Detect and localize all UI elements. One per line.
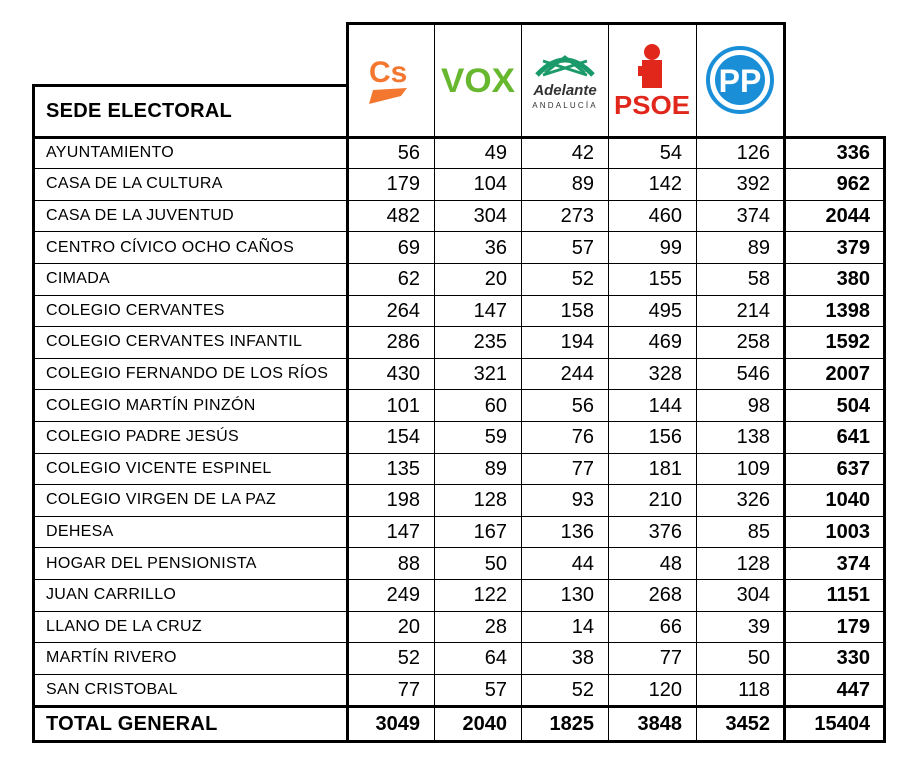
total-general-votes: 3452	[725, 713, 770, 736]
table-cell-votes: 135	[386, 457, 420, 480]
table-cell-votes: 122	[473, 584, 507, 607]
table-cell-votes: 167	[473, 520, 507, 543]
table-cell-votes: 104	[473, 173, 507, 196]
table-cell-votes: 374	[736, 204, 770, 227]
table-row-name: JUAN CARRILLO	[46, 586, 177, 604]
cs-logo	[347, 22, 434, 137]
table-cell-votes: 130	[560, 584, 594, 607]
table-cell-votes: 214	[736, 299, 770, 322]
grid-line-horizontal	[32, 358, 884, 359]
table-cell-votes: 28	[484, 615, 507, 638]
table-cell-votes: 52	[571, 268, 594, 291]
table-cell-votes: 58	[747, 268, 770, 291]
table-cell-votes: 144	[648, 394, 682, 417]
table-cell-votes: 66	[659, 615, 682, 638]
table-cell-total: 641	[836, 426, 870, 449]
table-row-name: CENTRO CÍVICO OCHO CAÑOS	[46, 238, 295, 256]
table-cell-votes: 147	[473, 299, 507, 322]
table-cell-votes: 59	[484, 426, 507, 449]
grid-line-vertical	[696, 22, 697, 743]
table-cell-votes: 235	[473, 331, 507, 354]
table-cell-total: 1398	[825, 299, 870, 322]
table-cell-votes: 14	[571, 615, 594, 638]
table-cell-votes: 57	[571, 236, 594, 259]
table-cell-votes: 89	[747, 236, 770, 259]
table-cell-total: 179	[836, 615, 870, 638]
table-cell-votes: 98	[747, 394, 770, 417]
pp-logo	[696, 22, 784, 137]
grid-line-vertical	[783, 22, 786, 743]
total-general-label: TOTAL GENERAL	[46, 713, 218, 736]
grid-line-vertical	[883, 136, 886, 743]
table-row-name: COLEGIO PADRE JESÚS	[46, 428, 240, 446]
table-cell-votes: 85	[747, 520, 770, 543]
grid-line-horizontal	[32, 642, 884, 643]
table-cell-votes: 36	[484, 236, 507, 259]
table-cell-votes: 179	[386, 173, 420, 196]
cs-logo-text: Cs	[368, 55, 407, 89]
table-row-name: COLEGIO VICENTE ESPINEL	[46, 459, 272, 477]
table-cell-votes: 392	[736, 173, 770, 196]
adelante-logo-text: Adelante	[532, 81, 597, 99]
table-cell-votes: 249	[386, 584, 420, 607]
table-row-name: DEHESA	[46, 522, 114, 540]
grid-line-horizontal	[32, 611, 884, 612]
cs-logo-icon	[367, 52, 415, 108]
table-cell-votes: 147	[386, 520, 420, 543]
grid-line-horizontal	[32, 674, 884, 675]
table-row-name: AYUNTAMIENTO	[46, 143, 175, 161]
grid-line-horizontal	[32, 389, 884, 390]
table-cell-total: 637	[836, 457, 870, 480]
grid-line-horizontal	[32, 136, 884, 139]
table-cell-votes: 118	[738, 678, 770, 701]
grid-line-vertical	[346, 22, 349, 743]
table-cell-votes: 460	[648, 204, 682, 227]
grid-line-vertical	[521, 22, 522, 743]
table-cell-votes: 50	[484, 552, 507, 575]
table-cell-votes: 77	[397, 678, 420, 701]
psoe-logo	[608, 22, 696, 137]
table-cell-total: 374	[836, 552, 870, 575]
table-cell-total: 330	[836, 647, 870, 670]
table-cell-votes: 268	[648, 584, 682, 607]
grid-line-horizontal	[32, 453, 884, 454]
grid-line-horizontal	[32, 705, 884, 708]
vox-logo	[434, 22, 521, 137]
table-cell-votes: 60	[484, 394, 507, 417]
psoe-logo-icon	[612, 40, 692, 120]
table-cell-votes: 50	[747, 647, 770, 670]
table-cell-votes: 258	[736, 331, 770, 354]
table-row-name: COLEGIO MARTÍN PINZÓN	[46, 396, 256, 414]
grid-line-horizontal	[32, 740, 884, 743]
grid-line-horizontal	[32, 484, 884, 485]
table-cell-votes: 77	[571, 457, 594, 480]
table-cell-votes: 136	[560, 520, 594, 543]
table-cell-votes: 154	[386, 426, 420, 449]
grid-line-horizontal	[32, 263, 884, 264]
table-cell-total: 1003	[825, 520, 870, 543]
table-cell-votes: 76	[571, 426, 594, 449]
table-row-name: CASA DE LA JUVENTUD	[46, 206, 234, 224]
total-general-votes: 1825	[549, 713, 594, 736]
table-cell-votes: 88	[397, 552, 420, 575]
adelante-logo-subtext: ANDALUCÍA	[531, 100, 598, 110]
table-row-name: CASA DE LA CULTURA	[46, 175, 223, 193]
table-cell-votes: 101	[386, 394, 420, 417]
table-cell-votes: 44	[571, 552, 594, 575]
vox-logo-text: VOX	[440, 61, 515, 100]
table-row-name: SAN CRISTOBAL	[46, 680, 178, 698]
grid-line-horizontal	[32, 547, 884, 548]
table-cell-votes: 109	[736, 457, 770, 480]
table-cell-votes: 156	[648, 426, 682, 449]
table-cell-total: 447	[836, 678, 870, 701]
table-row-name: CIMADA	[46, 270, 111, 288]
table-cell-votes: 89	[484, 457, 507, 480]
table-cell-votes: 56	[397, 141, 420, 164]
table-cell-votes: 48	[659, 552, 682, 575]
table-cell-total: 504	[836, 394, 870, 417]
table-cell-votes: 430	[386, 362, 420, 385]
table-cell-votes: 286	[386, 331, 420, 354]
table-cell-votes: 77	[659, 647, 682, 670]
total-general-sum: 15404	[814, 713, 870, 736]
grid-line-horizontal	[32, 84, 347, 87]
table-cell-votes: 158	[560, 299, 594, 322]
table-cell-votes: 49	[484, 141, 507, 164]
pp-logo-icon	[704, 44, 776, 116]
table-cell-total: 1040	[825, 489, 870, 512]
table-row-name: COLEGIO CERVANTES INFANTIL	[46, 333, 303, 351]
grid-line-horizontal	[347, 22, 784, 25]
table-cell-votes: 38	[571, 647, 594, 670]
table-cell-votes: 69	[397, 236, 420, 259]
table-cell-votes: 546	[736, 362, 770, 385]
table-cell-total: 2044	[825, 204, 870, 227]
table-cell-votes: 304	[473, 204, 507, 227]
table-cell-votes: 321	[473, 362, 507, 385]
table-row-name: MARTÍN RIVERO	[46, 649, 177, 667]
sede-electoral-header: SEDE ELECTORAL	[46, 99, 233, 122]
table-cell-total: 1592	[825, 331, 870, 354]
grid-line-horizontal	[32, 231, 884, 232]
grid-line-horizontal	[32, 200, 884, 201]
table-cell-votes: 138	[736, 426, 770, 449]
table-cell-votes: 210	[648, 489, 682, 512]
table-cell-total: 1151	[826, 584, 870, 607]
table-cell-votes: 194	[560, 331, 594, 354]
table-cell-total: 380	[836, 268, 870, 291]
grid-line-horizontal	[32, 579, 884, 580]
table-cell-votes: 20	[484, 268, 507, 291]
total-general-votes: 2040	[462, 713, 507, 736]
adelante-logo	[521, 22, 608, 137]
total-general-votes: 3049	[375, 713, 420, 736]
table-row-name: COLEGIO FERNANDO DE LOS RÍOS	[46, 364, 329, 382]
table-cell-votes: 264	[386, 299, 420, 322]
grid-line-horizontal	[32, 168, 884, 169]
grid-line-horizontal	[32, 295, 884, 296]
table-cell-votes: 273	[560, 204, 594, 227]
table-cell-total: 962	[836, 173, 870, 196]
table-row-name: HOGAR DEL PENSIONISTA	[46, 554, 257, 572]
adelante-logo-icon	[525, 45, 605, 115]
table-cell-votes: 198	[386, 489, 420, 512]
table-cell-votes: 120	[648, 678, 682, 701]
table-cell-votes: 20	[397, 615, 420, 638]
table-cell-votes: 304	[736, 584, 770, 607]
table-cell-votes: 99	[659, 236, 682, 259]
table-cell-votes: 64	[484, 647, 507, 670]
table-cell-votes: 56	[571, 394, 594, 417]
table-cell-votes: 57	[484, 678, 507, 701]
table-cell-votes: 93	[571, 489, 594, 512]
grid-line-horizontal	[32, 326, 884, 327]
table-cell-votes: 155	[648, 268, 682, 291]
table-cell-votes: 62	[397, 268, 420, 291]
table-cell-total: 336	[836, 141, 870, 164]
table-cell-votes: 469	[648, 331, 682, 354]
table-cell-votes: 128	[736, 552, 770, 575]
table-cell-votes: 495	[648, 299, 682, 322]
table-cell-votes: 482	[386, 204, 420, 227]
table-cell-votes: 52	[571, 678, 594, 701]
table-cell-total: 379	[836, 236, 870, 259]
table-cell-votes: 126	[736, 141, 770, 164]
pp-logo-text: PP	[718, 62, 762, 99]
table-cell-votes: 181	[648, 457, 682, 480]
grid-line-horizontal	[32, 516, 884, 517]
table-row-name: COLEGIO VIRGEN DE LA PAZ	[46, 491, 277, 509]
table-cell-votes: 42	[571, 141, 594, 164]
table-cell-votes: 54	[659, 141, 682, 164]
table-cell-votes: 128	[473, 489, 507, 512]
table-cell-votes: 328	[648, 362, 682, 385]
grid-line-horizontal	[32, 421, 884, 422]
table-row-name: LLANO DE LA CRUZ	[46, 617, 202, 635]
vox-logo-icon	[438, 60, 518, 100]
table-row-name: COLEGIO CERVANTES	[46, 301, 225, 319]
total-general-votes: 3848	[637, 713, 682, 736]
table-cell-votes: 89	[571, 173, 594, 196]
table-cell-votes: 376	[648, 520, 682, 543]
psoe-logo-text: PSOE	[614, 89, 690, 120]
table-cell-votes: 52	[397, 647, 420, 670]
grid-line-vertical	[32, 84, 35, 743]
table-cell-votes: 326	[736, 489, 770, 512]
grid-line-vertical	[608, 22, 609, 743]
table-cell-votes: 244	[560, 362, 594, 385]
table-cell-votes: 142	[648, 173, 682, 196]
table-cell-total: 2007	[825, 362, 870, 385]
grid-line-vertical	[434, 22, 435, 743]
table-cell-votes: 39	[747, 615, 770, 638]
